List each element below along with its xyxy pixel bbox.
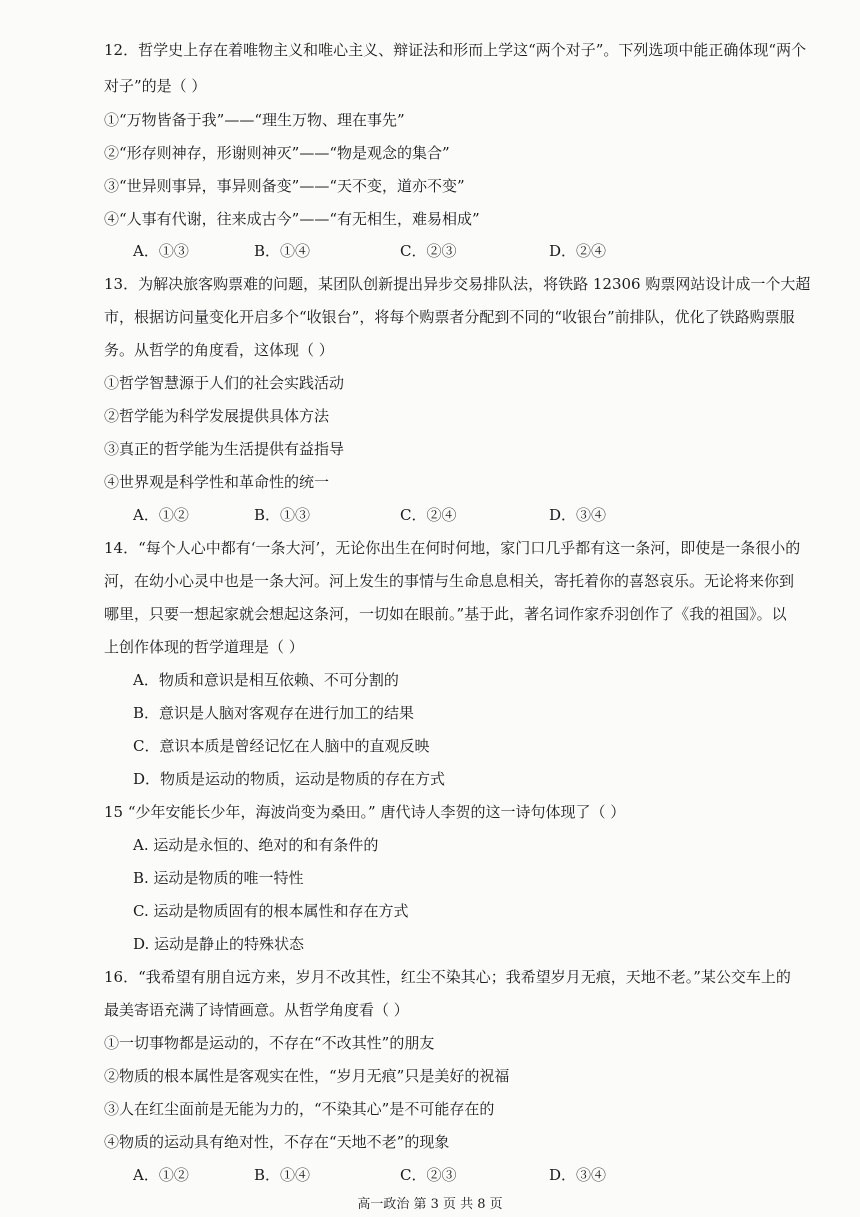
- q12-item-2: ②“形存则神存，形谢则神灭”——“物是观念的集合”: [104, 144, 450, 162]
- q15-option-d: D. 运动是静止的特殊状态: [133, 935, 305, 953]
- q14-option-a: A．物质和意识是相互依赖、不可分割的: [133, 671, 399, 689]
- q15-option-a: A. 运动是永恒的、绝对的和有条件的: [133, 836, 379, 854]
- q16-stem-line2: 最美寄语充满了诗情画意。从哲学角度看（ ）: [104, 1001, 409, 1019]
- q12-option-c: C．②③: [400, 242, 457, 260]
- q15-stem-line1: 15 “少年安能长少年，海波尚变为桑田。” 唐代诗人李贺的这一诗句体现了（ ）: [104, 803, 626, 821]
- q12-item-1: ①“万物皆备于我”——“理生万物、理在事先”: [104, 111, 405, 129]
- q15-option-b: B. 运动是物质的唯一特性: [133, 869, 304, 887]
- q13-option-d: D．③④: [549, 506, 607, 524]
- q16-item-1: ①一切事物都是运动的，不存在“不改其性”的朋友: [104, 1034, 435, 1052]
- q16-option-a: A．①②: [133, 1166, 189, 1184]
- q13-item-4: ④世界观是科学性和革命性的统一: [104, 473, 330, 491]
- q13-item-3: ③真正的哲学能为生活提供有益指导: [104, 440, 345, 458]
- q13-option-c: C．②④: [400, 506, 457, 524]
- q14-option-c: C．意识本质是曾经记忆在人脑中的直观反映: [133, 737, 430, 755]
- q12-option-d: D．②④: [549, 242, 607, 260]
- q12-item-3: ③“世异则事异，事异则备变”——“天不变，道亦不变”: [104, 177, 465, 195]
- page-footer: 高一政治 第 3 页 共 8 页: [357, 1197, 503, 1212]
- q13-stem-line3: 务。从哲学的角度看，这体现（ ）: [104, 341, 334, 359]
- q16-stem-line1: 16．“我希望有朋自远方来，岁月不改其性，红尘不染其心；我希望岁月无痕，天地不老。”某公交车上的: [104, 968, 791, 986]
- q16-option-c: C．②③: [400, 1166, 457, 1184]
- q12-stem-line2: 对子”的是（ ）: [104, 77, 207, 95]
- q12-option-a: A．①③: [133, 242, 189, 260]
- q13-option-b: B．①③: [254, 506, 311, 524]
- q16-item-4: ④物质的运动具有绝对性，不存在“天地不老”的现象: [104, 1133, 450, 1151]
- q14-option-b: B．意识是人脑对客观存在进行加工的结果: [133, 704, 415, 722]
- q15-option-c: C. 运动是物质固有的根本属性和存在方式: [133, 902, 409, 920]
- q13-item-2: ②哲学能为科学发展提供具体方法: [104, 407, 330, 425]
- q13-stem-line1: 13．为解决旅客购票难的问题，某团队创新提出异步交易排队法，将铁路 12306 购票网站设计成一个大超: [104, 275, 811, 293]
- q14-stem-line3: 哪里，只要一想起家就会想起这条河，一切如在眼前。”基于此，著名词作家乔羽创作了《我的祖国》。以: [104, 605, 787, 623]
- q16-item-2: ②物质的根本属性是客观实在性，“岁月无痕”只是美好的祝福: [104, 1067, 510, 1085]
- q14-stem-line1: 14．“每个人心中都有‘一条大河’，无论你出生在何时何地，家门口几乎都有这一条河，即使是一条很小的: [104, 539, 801, 557]
- q13-item-1: ①哲学智慧源于人们的社会实践活动: [104, 374, 345, 392]
- q13-option-a: A．①②: [133, 506, 189, 524]
- q14-stem-line2: 河，在幼小心灵中也是一条大河。河上发生的事情与生命息息相关，寄托着你的喜怒哀乐。无论将来你到: [104, 572, 795, 590]
- q16-option-d: D．③④: [549, 1166, 607, 1184]
- q16-option-b: B．①④: [254, 1166, 311, 1184]
- q12-stem-line1: 12．哲学史上存在着唯物主义和唯心主义、辩证法和形而上学这“两个对子”。下列选项中能正确体现“两个: [104, 41, 807, 59]
- q13-stem-line2: 市，根据访问量变化开启多个“收银台”，将每个购票者分配到不同的“收银台”前排队，优化了铁路购票服: [104, 308, 795, 326]
- q14-stem-line4: 上创作体现的哲学道理是（ ）: [104, 638, 304, 656]
- q12-option-b: B．①④: [254, 242, 311, 260]
- q16-item-3: ③人在红尘面前是无能为力的，“不染其心”是不可能存在的: [104, 1100, 495, 1118]
- q14-option-d: D．物质是运动的物质，运动是物质的存在方式: [133, 770, 446, 788]
- q12-item-4: ④“人事有代谢，往来成古今”——“有无相生，难易相成”: [104, 210, 480, 228]
